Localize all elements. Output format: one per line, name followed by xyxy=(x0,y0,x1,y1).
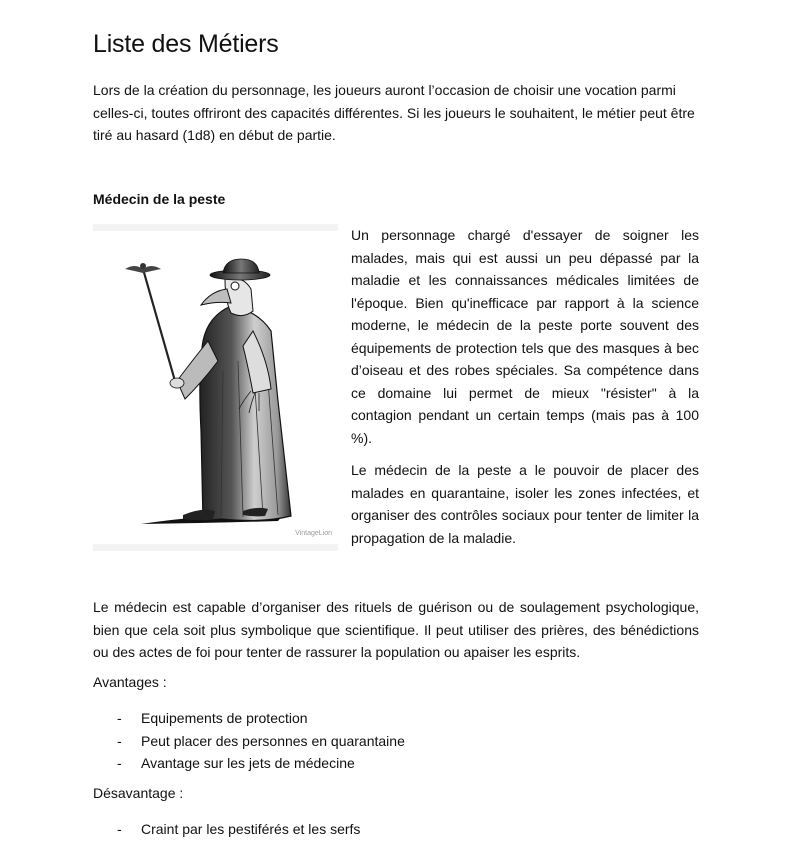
advantages-list xyxy=(93,707,699,775)
list-item-text: Craint par les pestiférés et les serfs xyxy=(141,821,361,837)
advantages-label: Avantages : xyxy=(93,674,167,690)
foot-left xyxy=(183,510,215,520)
plague-doctor-image xyxy=(93,224,338,551)
section-title: Médecin de la peste xyxy=(93,191,226,207)
staff-ornament xyxy=(125,263,161,273)
beak xyxy=(201,289,231,305)
list-item xyxy=(93,752,699,775)
side-paragraph: Le médecin de la peste a le pouvoir de placer des malades en quarantaine, isoler les zones infectées, et organiser des contrôles sociaux pour tenter de limiter la propagation de la maladie. xyxy=(351,462,699,546)
list-item-text: Equipements de protection xyxy=(141,710,308,726)
page-title: Liste des Métiers xyxy=(93,30,279,58)
intro-paragraph: Lors de la création du personnage, les joueurs auront l’occasion de choisir une vocation parmi celles-ci, toutes offriront des capacités différentes. Si les joueurs le souhaitent, le métier peut être tiré au hasard (1d8) en début de partie. xyxy=(93,82,695,143)
disadvantages-list xyxy=(93,818,699,841)
bullet-dash: - xyxy=(117,821,122,837)
list-item xyxy=(93,818,699,841)
list-item xyxy=(93,730,699,753)
bullet-dash: - xyxy=(117,710,122,726)
robe xyxy=(200,306,291,521)
list-item-text: Avantage sur les jets de médecine xyxy=(141,755,355,771)
image-bottom-band xyxy=(93,544,338,551)
disadvantages-label: Désavantage : xyxy=(93,785,184,801)
list-item-text: Peut placer des personnes en quarantaine xyxy=(141,732,405,749)
side-text-block xyxy=(351,224,699,559)
image-top-band xyxy=(93,224,338,231)
side-paragraph: Un personnage chargé d'essayer de soigner les malades, mais qui est aussi un peu dépassé par la maladie et les connaissances médicales limitées de l'époque. Bien qu'inefficace par rapport à la science moderne, le médecin de la peste porte souvent des équipements de protection tels que des masques à bec d’oiseau et des robes spéciales. Sa compétence dans ce domaine lui permet de mieux "résister" à la contagion pendant un certain temps (mais pas à 100 %). xyxy=(351,227,699,446)
hat-crown xyxy=(223,259,259,273)
list-item xyxy=(93,707,699,730)
image-watermark: VintageLion xyxy=(295,530,332,537)
plague-doctor-illustration xyxy=(93,231,338,544)
body-paragraph: Le médecin est capable d’organiser des rituels de guérison ou de soulagement psychologique, bien que cela soit plus symbolique que scientifique. Il peut utiliser des prières, des bénédictions ou des actes de foi pour tenter de rassurer la population ou apaiser les esprits. xyxy=(93,599,699,660)
bullet-dash: - xyxy=(117,755,122,771)
staff xyxy=(143,269,175,381)
bullet-dash: - xyxy=(117,732,122,749)
